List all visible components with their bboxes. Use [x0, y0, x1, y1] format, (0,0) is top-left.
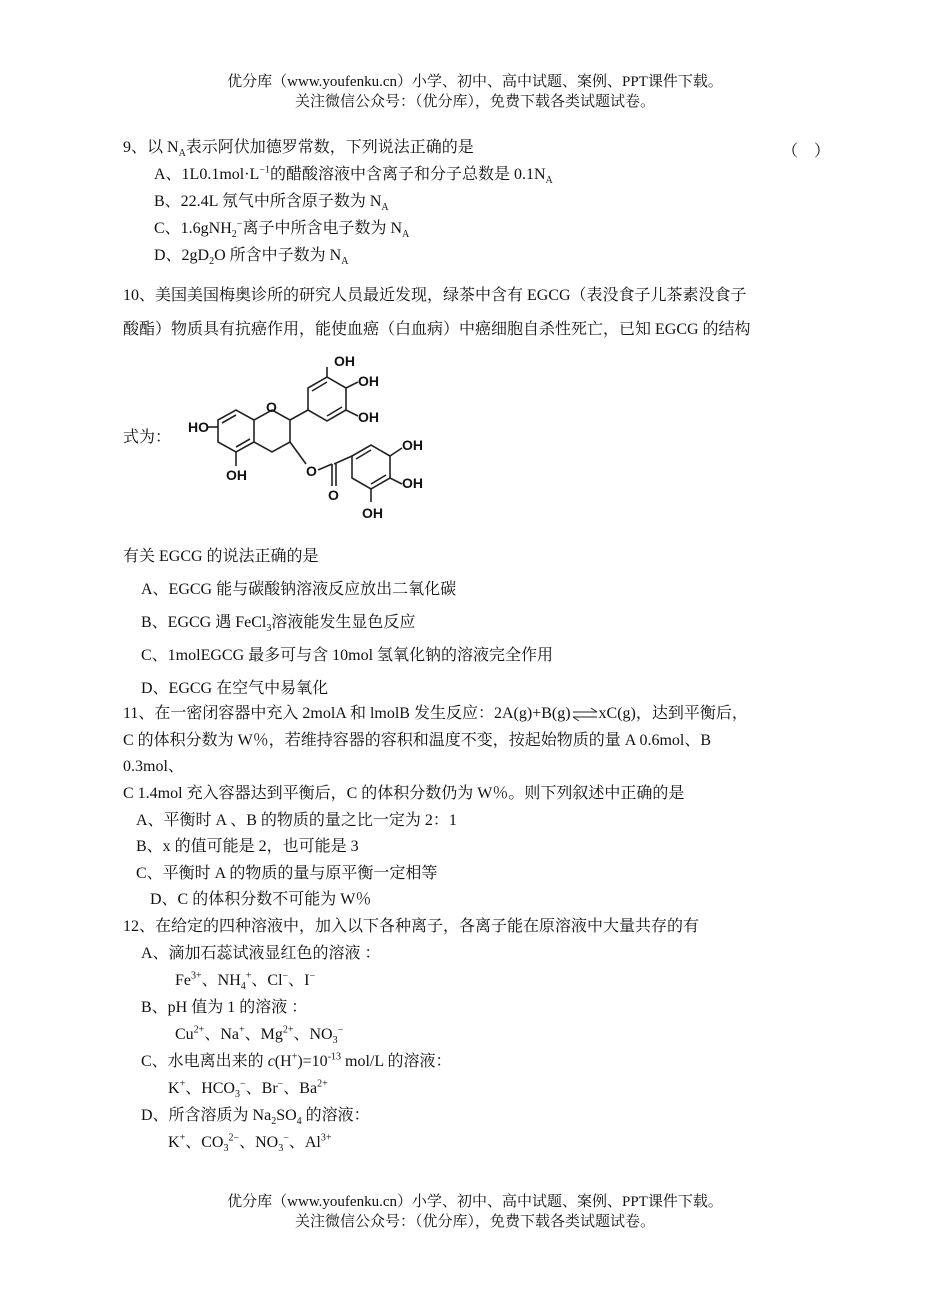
q11-line-4: C 1.4mol 充入容器达到平衡后，C 的体积分数仍为 W％。则下列叙述中正确的是 — [123, 785, 685, 802]
q11-option-d: D、C 的体积分数不可能为 W％ — [150, 891, 372, 908]
label-o-ring: O — [266, 399, 277, 415]
q11-line-2: C 的体积分数为 W％，若维持容器的容积和温度不变，按起始物质的量 A 0.6mol、B — [123, 732, 712, 749]
label-oh-galloyl-right: OH — [402, 475, 423, 491]
q10-line-1: 10、美国美国梅奥诊所的研究人员最近发现，绿茶中含有 EGCG（表没食子儿茶素没食子 — [123, 287, 747, 304]
q11-line-1: 11、在一密闭容器中充入 2molA 和 lmolB 发生反应：2A(g)+B(g) xC(g)，达到平衡后， — [123, 705, 748, 722]
q12-option-b-ions: $Cu^{2+}$、Na+、$Mg^{2+}$、$NO_3^-$ — [175, 1024, 344, 1047]
q12-option-c-ions: K+、$HCO_3^-$、Br−、$Ba^{2+}$ — [168, 1078, 328, 1101]
q9-answer-paren: （ ） — [782, 143, 831, 160]
q9-option-c: C、1.6gNH$_2$−离子中所含电子数为 $N_A$ — [154, 218, 410, 241]
q9-stem: 9、以 $N_A$表示阿伏加德罗常数，下列说法正确的是 — [123, 139, 474, 160]
q9-option-d: D、$2gD_2O$ 所含中子数为 $N_A$ — [154, 247, 349, 268]
q12-option-d: D、所含溶质为 $Na_2SO_4$ 的溶液： — [141, 1107, 370, 1128]
label-ho-a-ring: HO — [188, 419, 209, 435]
label-oh-galloyl-top: OH — [402, 437, 423, 453]
equilibrium-arrow-icon — [571, 707, 599, 721]
q10-line-3: 式为： — [123, 429, 172, 446]
label-o-carbonyl: O — [328, 487, 339, 503]
q11-option-c: C、平衡时 A 的物质的量与原平衡一定相等 — [136, 865, 438, 882]
q12-option-c: C、水电离出来的 $c(H^+)=10^{-13}$ mol/L 的溶液： — [141, 1051, 452, 1070]
label-oh-b-top: OH — [334, 353, 355, 369]
q12-option-d-ions: K+、$CO_3^{2-}$、$NO_3^-$、$Al^{3+}$ — [168, 1132, 332, 1155]
q12-option-a: A、滴加石蕊试液显红色的溶液 ： — [141, 945, 381, 962]
q10-option-a: A、EGCG 能与碳酸钠溶液反应放出二氧化碳 — [141, 581, 457, 598]
q11-option-a: A、平衡时 A 、B 的物质的量之比一定为 2：1 — [136, 812, 457, 829]
q11-line-3: 0.3mol、 — [123, 758, 184, 775]
page-header — [0, 72, 950, 112]
footer-line-1: 优分库（www.youfenku.cn）小学、初中、高中试题、案例、PPT课件下载。 — [227, 1194, 723, 1210]
q9-option-a: A、$1L0.1mol\cdot L^{-1}$的醋酸溶液中含离子和分子总数是 $0.1N_A$ — [154, 164, 553, 187]
q10-option-d: D、EGCG 在空气中易氧化 — [141, 680, 329, 697]
header-line-1: 优分库（www.youfenku.cn）小学、初中、高中试题、案例、PPT课件下载。 — [227, 74, 723, 90]
q12-option-b: B、pH 值为 1 的溶液 ： — [141, 999, 308, 1016]
label-oh-b-right: OH — [358, 373, 379, 389]
q9-option-b: B、22.4L 氖气中所含原子数为 $N_A$ — [154, 193, 389, 214]
egcg-structure-diagram — [188, 352, 458, 527]
label-oh-b-bottom: OH — [358, 409, 379, 425]
q10-question: 有关 EGCG 的说法正确的是 — [123, 548, 319, 565]
q11-option-b: B、x 的值可能是 2，也可能是 3 — [136, 838, 359, 855]
q12-option-a-ions: $Fe^{3+}$、$NH_4^+$、Cl−、I− — [175, 970, 316, 993]
label-oh-galloyl-bottom: OH — [362, 505, 383, 521]
footer-line-2: 关注微信公众号：（优分库），免费下载各类试题试卷。 — [294, 1214, 655, 1230]
label-oh-a-bottom: OH — [226, 467, 247, 483]
q10-option-c: C、1molEGCG 最多可与含 10mol 氢氧化钠的溶液完全作用 — [141, 647, 554, 664]
label-o-ester: O — [306, 463, 317, 479]
q10-line-2: 酸酯）物质具有抗癌作用，能使血癌（白血病）中癌细胞自杀性死亡，已知 EGCG 的结构 — [123, 321, 751, 338]
header-line-2: 关注微信公众号：（优分库），免费下载各类试题试卷。 — [294, 94, 655, 110]
q10-option-b: B、EGCG 遇 FeCl$_3$溶液能发生显色反应 — [141, 614, 416, 635]
q12-stem: 12、在给定的四种溶液中，加入以下各种离子，各离子能在原溶液中大量共存的有 — [123, 918, 700, 935]
page-footer — [0, 1192, 950, 1232]
